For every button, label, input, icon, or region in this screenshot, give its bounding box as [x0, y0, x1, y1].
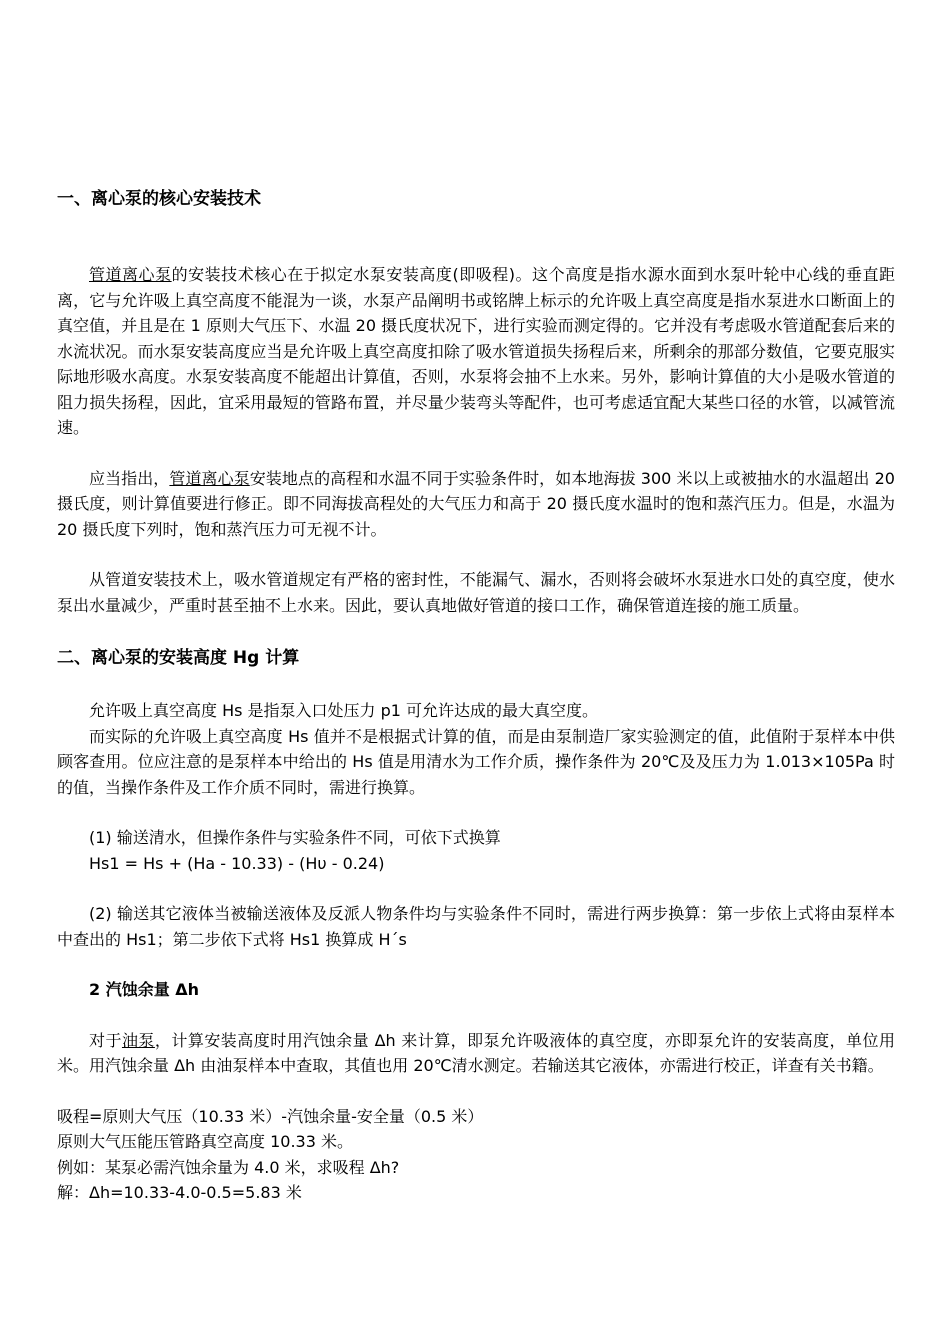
section1-paragraph-3: 从管道安装技术上，吸水管道规定有严格的密封性，不能漏气、漏水，否则将会破坏水泵进水口处的真空度，使水泵出水量减少，严重时甚至抽不上水来。因此，要认真地做好管道的接口工作，确保管道连接的施工质量。 [57, 570, 895, 615]
atmosphere-note-line: 原则大气压能压管路真空高度 10.33 米。 [57, 1132, 353, 1151]
paragraph-text-lead: 应当指出， [89, 468, 170, 488]
paragraph-text: 安装地点的高程和水温不同于实验条件时，如本地海拔 300 米以上或被抽水的水温超出 20 摄氏度，则计算值要进行修正。即不同海拔高程处的大气压力和高于 20 摄氏度水温时的饱和蒸汽压力。但是，水温为 20 摄氏度下列时，饱和蒸汽压力可无视不计。 [57, 468, 895, 539]
paragraph-text: ，计算安装高度时用汽蚀余量 Δh 来计算，即泵允许吸液体的真空度，亦即泵允许的安装高度，单位用米。用汽蚀余量 Δh 由油泵样本中查取，其值也用 20℃清水测定。若输送其它液体，亦需进行校正，详查有关书籍。 [57, 1030, 895, 1075]
paragraph-text-lead: 对于 [89, 1030, 122, 1050]
example-question-line: 例如：某泵必需汽蚀余量为 4.0 米，求吸程 Δh? [57, 1157, 400, 1177]
section2-paragraph-1: 允许吸上真空高度 Hs 是指泵入口处压力 p1 可允许达成的最大真空度。 [89, 701, 599, 720]
section1-paragraph-2 [57, 466, 895, 543]
conversion-item-1: (1) 输送清水，但操作条件与实验条件不同，可依下式换算 [89, 828, 501, 847]
conversion-item-2: (2) 输送其它液体当被输送液体及反派人物条件均与实验条件不同时，需进行两步换算：第一步依上式将由泵样本中查出的 Hs1；第二步依下式将 Hs1 换算成 H´s [57, 904, 895, 949]
conversion-formula: Hs1 = Hs + (Ha - 10.33) - (Hυ - 0.24) [89, 853, 385, 873]
document-page [57, 186, 895, 1206]
example-solution-line: 解：Δh=10.33-4.0-0.5=5.83 米 [57, 1183, 302, 1202]
section1-paragraph-1 [57, 262, 895, 441]
suction-formula-line: 吸程=原则大气压（10.33 米）-汽蚀余量-安全量（0.5 米） [57, 1106, 484, 1126]
npsh-subheading: 2 汽蚀余量 Δh [89, 980, 200, 999]
pipeline-centrifugal-pump-link[interactable]: 管道离心泵 [169, 468, 250, 488]
section2-paragraph-3 [57, 1028, 895, 1079]
section2-paragraph-2: 而实际的允许吸上真空高度 Hs 值并不是根据式计算的值，而是由泵制造厂家实验测定的值，此值附于泵样本中供顾客查用。位应注意的是泵样本中给出的 Hs 值是用清水为工作介质，操作条件为 20℃及及压力为 1.013×105Pa 时的值，当操作条件及工作介质不同时，需进行换算。 [57, 726, 895, 797]
section1-heading: 一、离心泵的核心安装技术 [57, 189, 261, 209]
section2-heading: 二、离心泵的安装高度 Hg 计算 [57, 648, 300, 668]
oil-pump-link[interactable]: 油泵 [121, 1030, 155, 1050]
paragraph-text: 的安装技术核心在于拟定水泵安装高度(即吸程)。这个高度是指水源水面到水泵叶轮中心线的垂直距离，它与允许吸上真空高度不能混为一谈，水泵产品阐明书或铭牌上标示的允许吸上真空高度是指水泵进水口断面上的真空值，并且是在 1 原则大气压下、水温 20 摄氏度状况下，进行实验而测定得的。它并没有考虑吸水管道配套后来的水流状况。而水泵安装高度应当是允许吸上真空高度扣除了吸水管道损失扬程后来，所剩余的那部分数值，它要克服实际地形吸水高度。水泵安装高度不能超出计算值，否则，水泵将会抽不上水来。另外，影响计算值的大小是吸水管道的阻力损失扬程，因此，宜采用最短的管路布置，并尽量少装弯头等配件，也可考虑适宜配大某些口径的水管，以减管流速。 [57, 265, 895, 437]
pipeline-centrifugal-pump-link[interactable]: 管道离心泵 [89, 265, 172, 284]
